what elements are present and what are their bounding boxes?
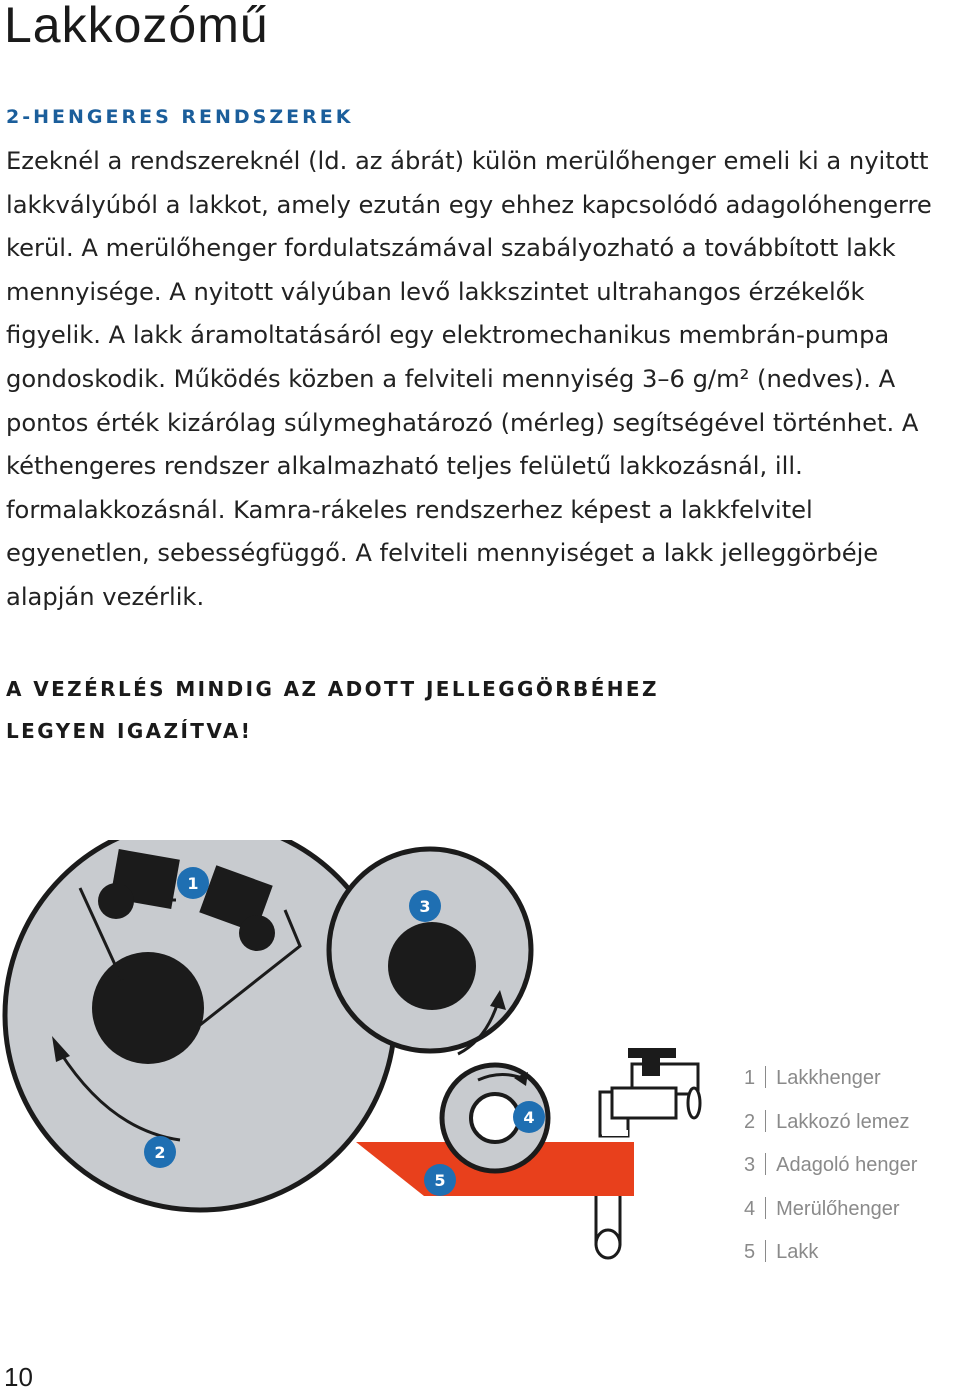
- legend-item: [744, 1106, 917, 1150]
- badge-5: [424, 1164, 456, 1196]
- svg-text:5: 5: [434, 1171, 446, 1190]
- section-heading: 2-HENGERES RENDSZEREK: [6, 106, 354, 128]
- legend-label: Merülőhenger: [776, 1197, 900, 1220]
- legend-number: 1: [744, 1067, 756, 1089]
- lacquer-roller-hub: [92, 952, 204, 1064]
- page-number: 10: [4, 1362, 33, 1392]
- legend-label: Lakk: [776, 1241, 819, 1263]
- badge-2: [144, 1136, 176, 1168]
- legend-item: [744, 1149, 917, 1193]
- legend-number: 2: [744, 1110, 756, 1133]
- legend-number: 5: [744, 1241, 756, 1263]
- legend-item: [744, 1193, 917, 1237]
- highlight-note: A VEZÉRLÉS MINDIG AZ ADOTT JELLEGGÖRBÉHEZ LEGYEN IGAZÍTVA!: [6, 677, 659, 743]
- metering-roller-hub: [388, 922, 476, 1010]
- legend-label: Adagoló henger: [776, 1154, 918, 1176]
- page-title: Lakkozómű: [4, 0, 269, 53]
- legend-label: Lakkhenger: [776, 1067, 881, 1089]
- dipping-roller-hub: [471, 1094, 519, 1142]
- varnish-unit-diagram: [0, 840, 730, 1280]
- badge-1: [177, 867, 209, 899]
- legend-item: [744, 1236, 917, 1280]
- svg-text:3: 3: [419, 897, 431, 916]
- badge-3: [409, 890, 441, 922]
- tap-valve: [600, 1048, 700, 1136]
- svg-text:1: 1: [187, 874, 199, 893]
- legend-number: 3: [744, 1154, 756, 1176]
- legend-label: Lakkozó lemez: [776, 1110, 910, 1133]
- section-body: Ezeknél a rendszereknél (ld. az ábrát) külön merülőhenger emeli ki a nyitott lakkvályúból a lakkot, amely ezután egy ehhez kapcsolódó adagolóhengerre kerül. A merülőhenger fordulatszámával szabályozható a továbbított lakk mennyisége. A nyitott vályúban levő lakkszintet ultrahangos érzékelők figyelik. A lakk áramoltatásáról egy elektromechanikus membrán-pumpa gondoskodik. Működés közben a felviteli mennyiség 3–6 g/m² (nedves). A pontos érték kizárólag súlymeghatározó (mérleg) segítségével történhet. A kéthengeres rendszer alkalmazható teljes felületű lakkozásnál, ill. formalakkozásnál. Kamra-rákeles rendszerhez képest a lakkfelvitel egyenetlen, sebességfüggő. A felviteli mennyiséget a lakk jelleggörbéje alapján vezérlik.: [6, 147, 932, 611]
- svg-text:2: 2: [154, 1143, 166, 1162]
- legend-item: [744, 1062, 917, 1106]
- legend-number: 4: [744, 1197, 756, 1220]
- svg-text:4: 4: [523, 1108, 535, 1127]
- figure-legend: [744, 1062, 917, 1280]
- badge-4: [513, 1101, 545, 1133]
